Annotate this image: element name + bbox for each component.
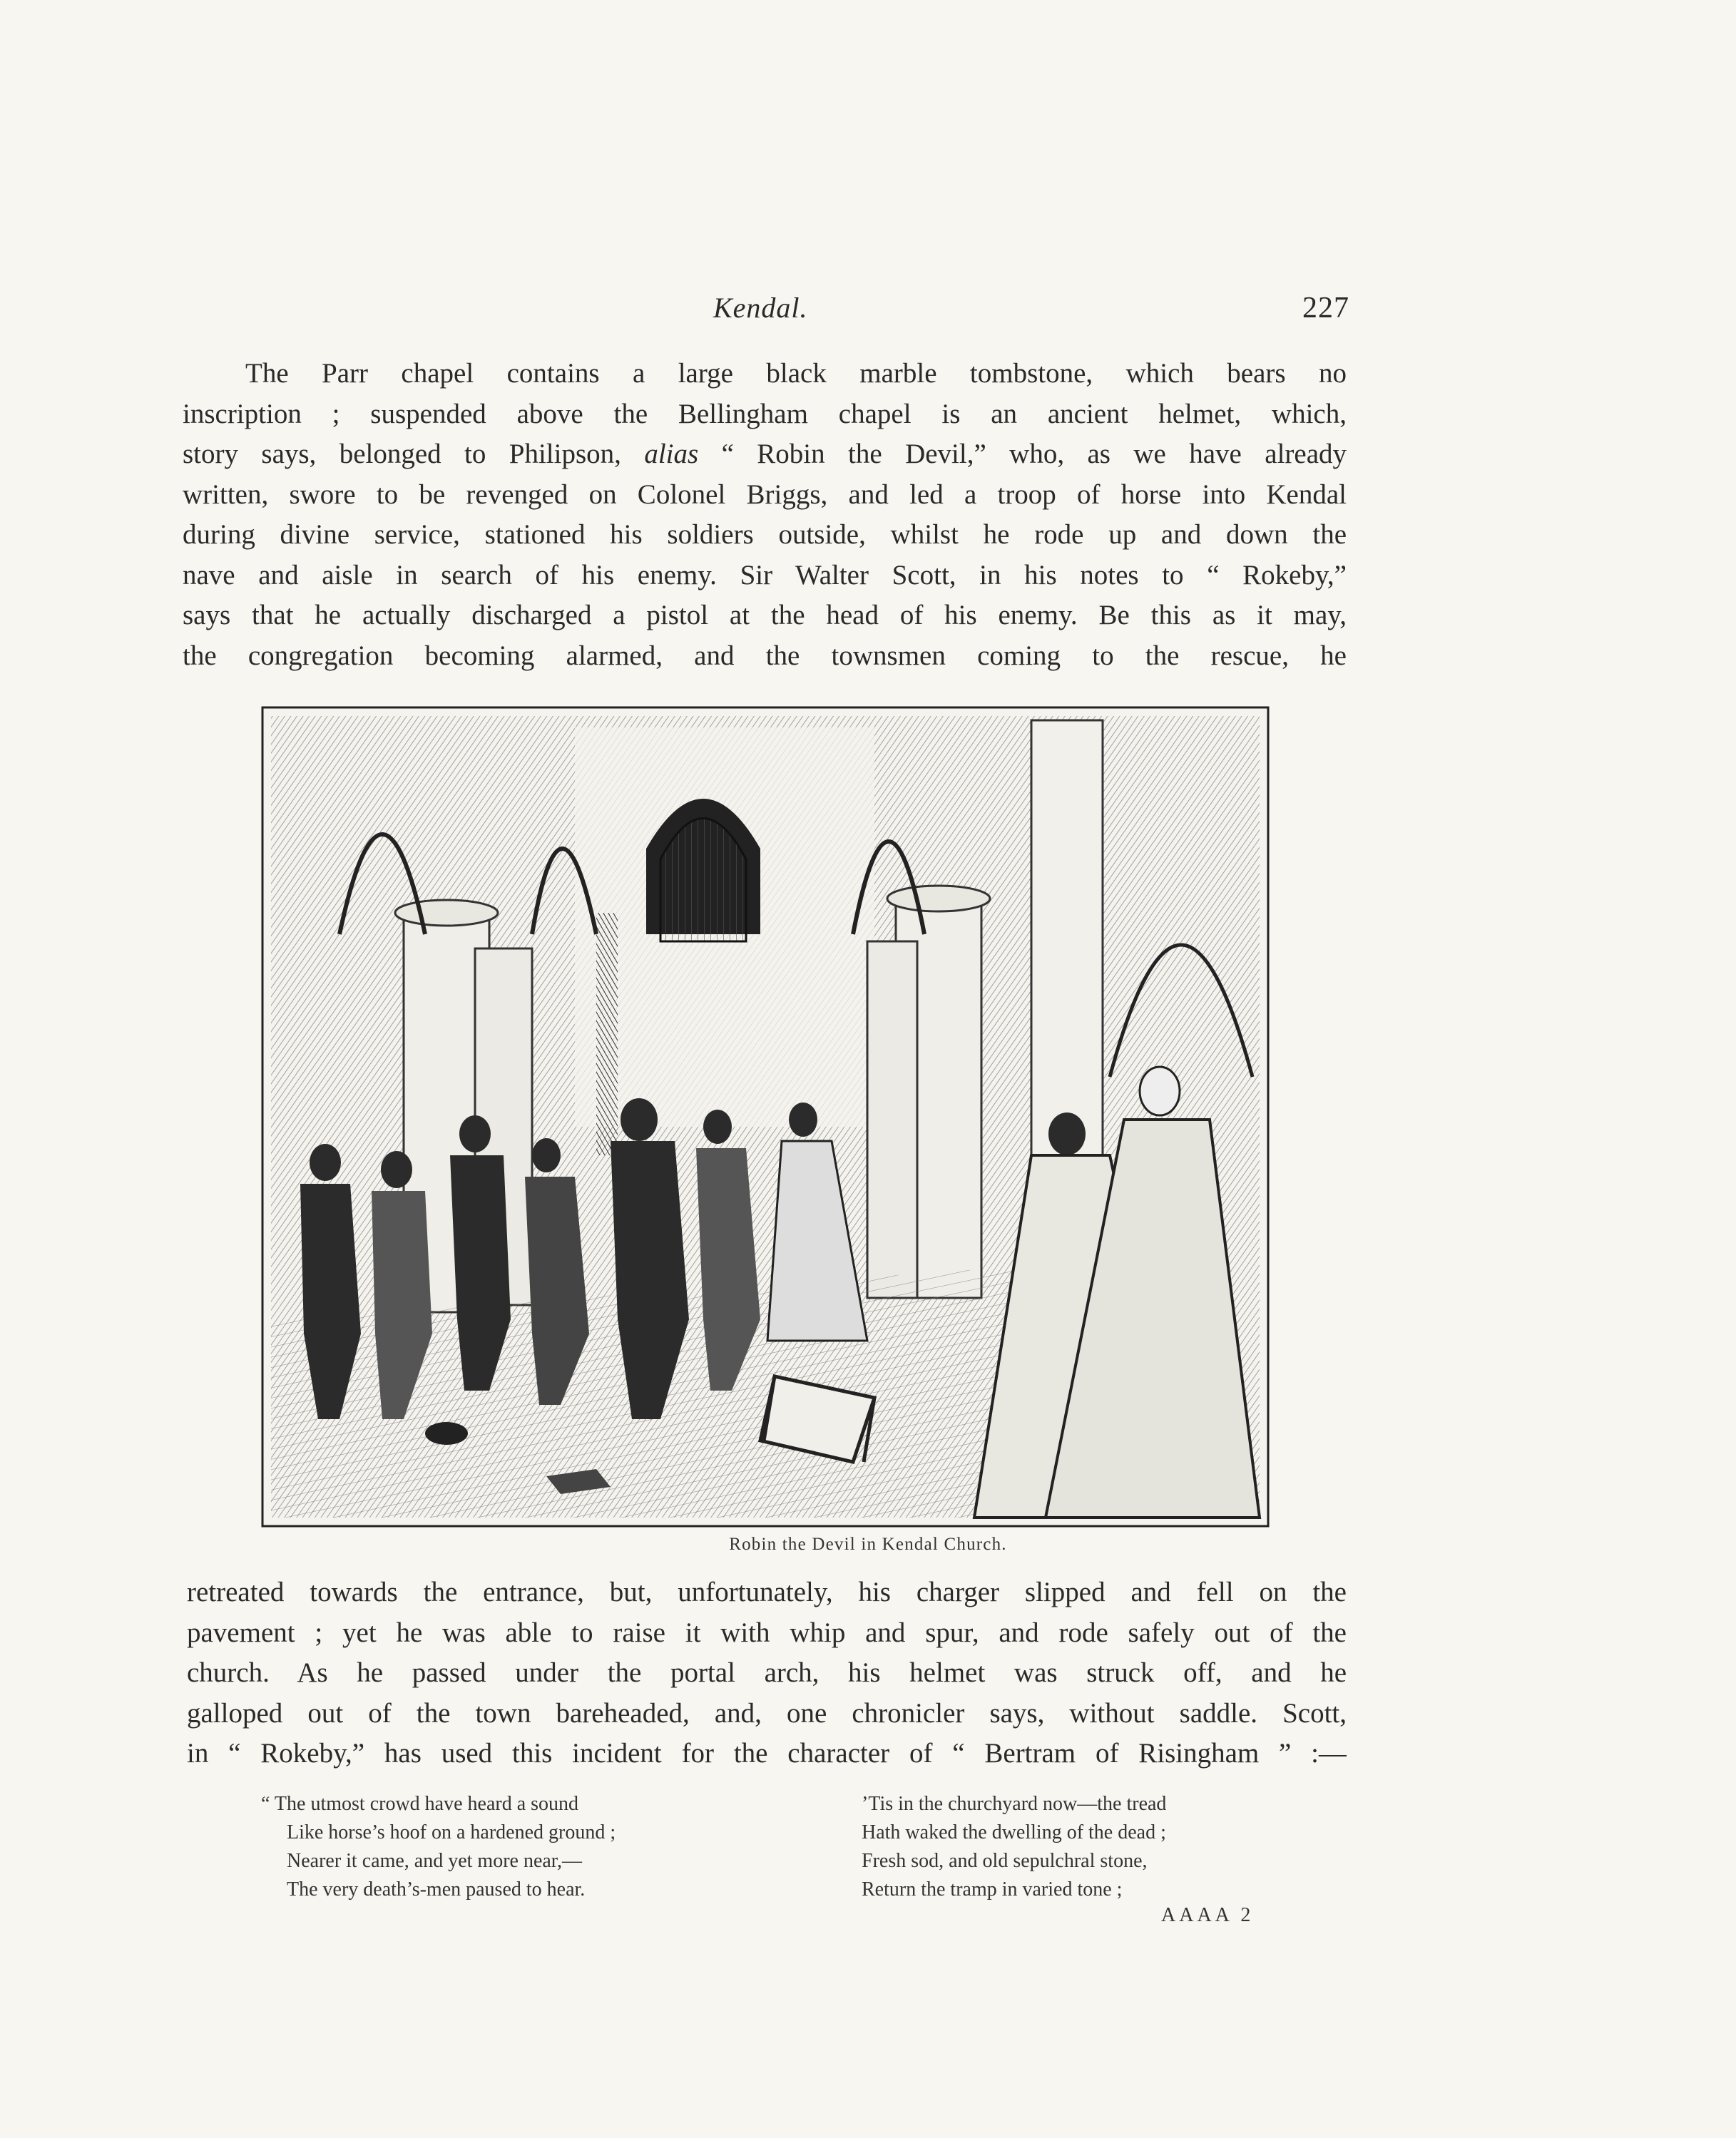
verse-line: The very death’s-men paused to hear. [287,1878,586,1901]
text-span: story says, belonged to Philipson, [183,439,621,469]
text-line: nave and aisle in search of his enemy. Sir Walter Scott, in his notes to “ Rokeby,” [183,559,1347,590]
text-line: written, swore to be revenged on Colonel Briggs, and led a troop of horse into Kendal [183,479,1347,510]
text-span: “ Robin the Devil,” who, as we have already [721,439,1347,469]
text-line: says that he actually discharged a pistol at the head of his enemy. Be this as it may, [183,600,1347,630]
verse-line: ’Tis in the churchyard now—the tread [862,1793,1167,1815]
verse-line: “ The utmost crowd have heard a sound [261,1793,579,1815]
figure-caption: Robin the Devil in Kendal Church. [729,1535,1007,1554]
verse-line: Like horse’s hoof on a hardened ground ; [287,1821,616,1843]
text-line: the congregation becoming alarmed, and the townsmen coming to the rescue, he [183,640,1347,671]
verse-column-right [862,1790,1166,1904]
text-line: pavement ; yet he was able to raise it with whip and spur, and rode safely out of the [187,1617,1347,1648]
text-line: in “ Rokeby,” has used this incident for the character of “ Bertram of Risingham ” :— [187,1738,1347,1769]
gothic-window [660,819,746,942]
verse-line: Return the tramp in varied tone ; [862,1878,1123,1901]
text-line: during divine service, stationed his soldiers outside, whilst he rode up and down the [183,519,1347,550]
verse-line: Nearer it came, and yet more near,— [287,1850,582,1872]
verse-column-left [261,1790,616,1904]
page-number: 227 [1302,292,1349,324]
text-line [183,434,1347,475]
church-engraving [261,706,1270,1528]
fallen-hat [425,1422,468,1445]
running-title: Kendal. [713,292,808,324]
text-line: inscription ; suspended above the Bellingham chapel is an ancient helmet, which, [183,398,1347,429]
running-head [0,291,1736,334]
paragraph-top [183,354,1347,676]
illustration-figure [261,706,1270,1528]
italic-word: alias [644,439,699,469]
paragraph-bottom [187,1572,1347,1774]
text-line: galloped out of the town bareheaded, and, one chronicler says, without saddle. Scott, [187,1697,1347,1729]
printer-signature: AAAA 2 [1161,1904,1255,1926]
verse-line: Fresh sod, and old sepulchral stone, [862,1850,1148,1872]
text-line: church. As he passed under the portal arch, his helmet was struck off, and he [187,1657,1347,1688]
text-line: The Parr chapel contains a large black marble tombstone, which bears no [245,358,1347,389]
verse-line: Hath waked the dwelling of the dead ; [862,1821,1166,1843]
text-line: retreated towards the entrance, but, unfortunately, his charger slipped and fell on the [187,1577,1347,1607]
